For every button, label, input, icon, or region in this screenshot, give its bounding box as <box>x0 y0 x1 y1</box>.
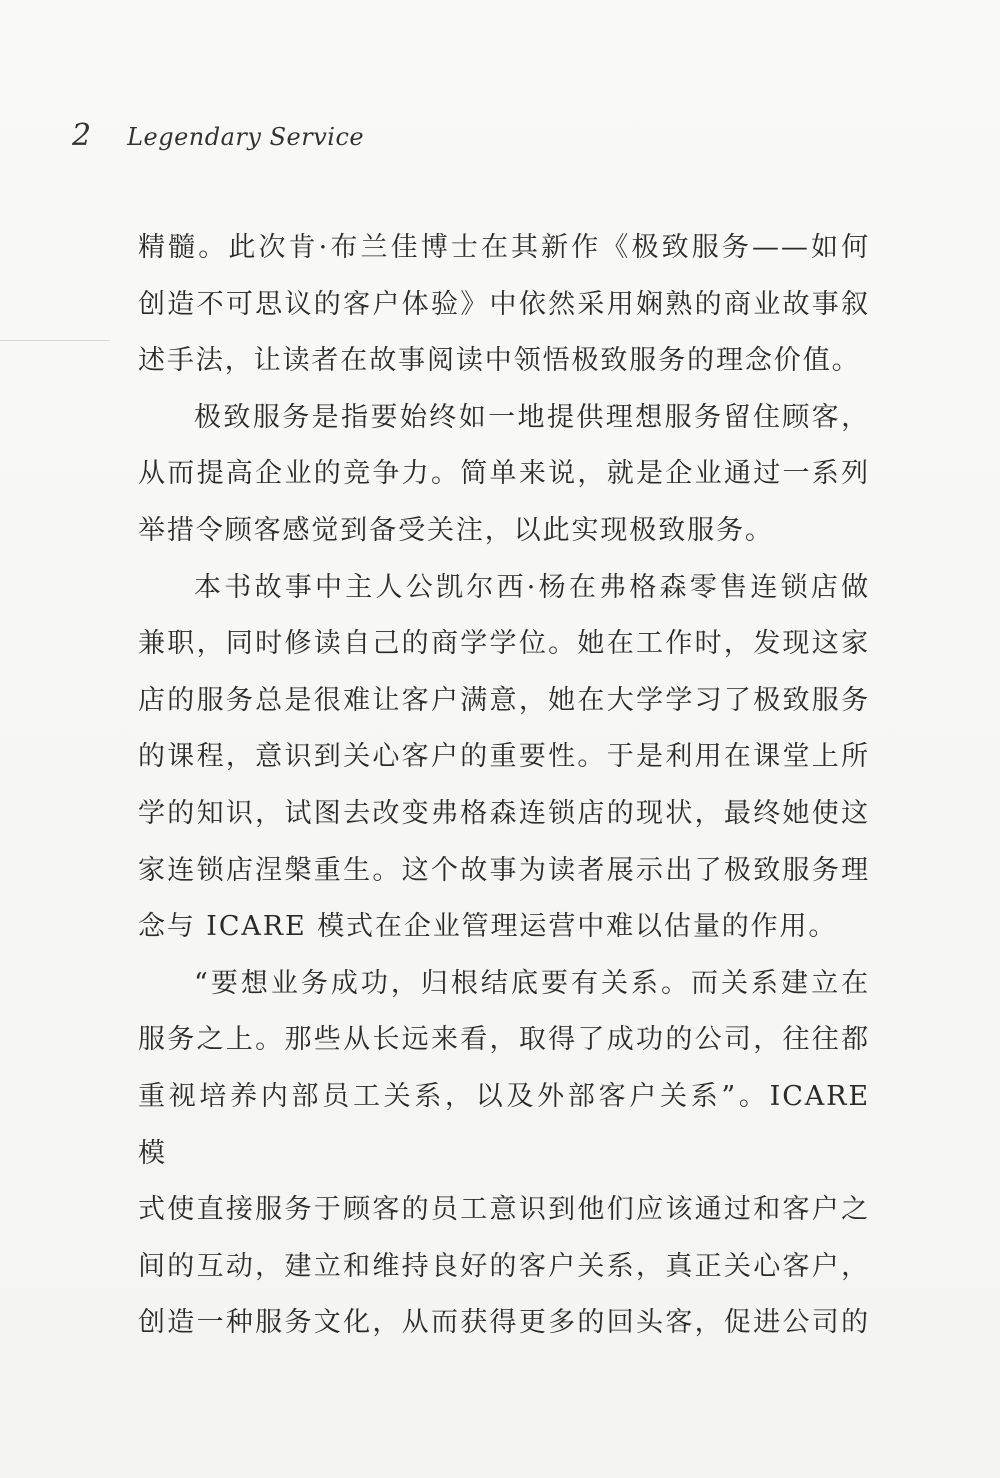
text-line: 家连锁店涅槃重生。这个故事为读者展示出了极致服务理 <box>138 854 870 886</box>
text-line: 举措令顾客感觉到备受关注，以此实现极致服务。 <box>138 514 774 546</box>
text-line: 本书故事中主人公凯尔西·杨在弗格森零售连锁店做 <box>194 571 870 603</box>
text-line: 兼职，同时修读自己的商学学位。她在工作时，发现这家 <box>138 628 870 660</box>
running-header <box>72 118 364 168</box>
text-line: 从而提高企业的竞争力。简单来说，就是企业通过一系列 <box>138 458 870 490</box>
text-line: 重视培养内部员工关系，以及外部客户关系”。ICARE 模 <box>138 1080 870 1169</box>
text-line: 店的服务总是很难让客户满意，她在大学学习了极致服务 <box>138 684 870 716</box>
page-number: 2 <box>72 118 92 153</box>
body-text <box>138 220 870 1352</box>
text-line: 的课程，意识到关心客户的重要性。于是利用在课堂上所 <box>138 741 870 773</box>
running-title: Legendary Service <box>127 123 365 151</box>
text-line: “要想业务成功，归根结底要有关系。而关系建立在 <box>194 967 870 999</box>
text-line: 述手法，让读者在故事阅读中领悟极致服务的理念价值。 <box>138 345 861 377</box>
text-line: 创造一种服务文化，从而获得更多的回头客，促进公司的 <box>138 1307 870 1339</box>
text-line: 学的知识，试图去改变弗格森连锁店的现状，最终她使这 <box>138 797 870 829</box>
text-line: 极致服务是指要始终如一地提供理想服务留住顾客， <box>194 401 870 433</box>
page-edge-mark <box>0 340 110 341</box>
text-line: 服务之上。那些从长远来看，取得了成功的公司，往往都 <box>138 1024 870 1056</box>
text-line: 精髓。此次肯·布兰佳博士在其新作《极致服务——如何 <box>138 232 870 263</box>
text-line: 创造不可思议的客户体验》中依然采用娴熟的商业故事叙 <box>138 288 870 320</box>
text-line: 间的互动，建立和维持良好的客户关系，真正关心客户， <box>138 1250 870 1282</box>
text-line: 念与 ICARE 模式在企业管理运营中难以估量的作用。 <box>138 911 838 943</box>
text-line: 式使直接服务于顾客的员工意识到他们应该通过和客户之 <box>138 1194 870 1226</box>
